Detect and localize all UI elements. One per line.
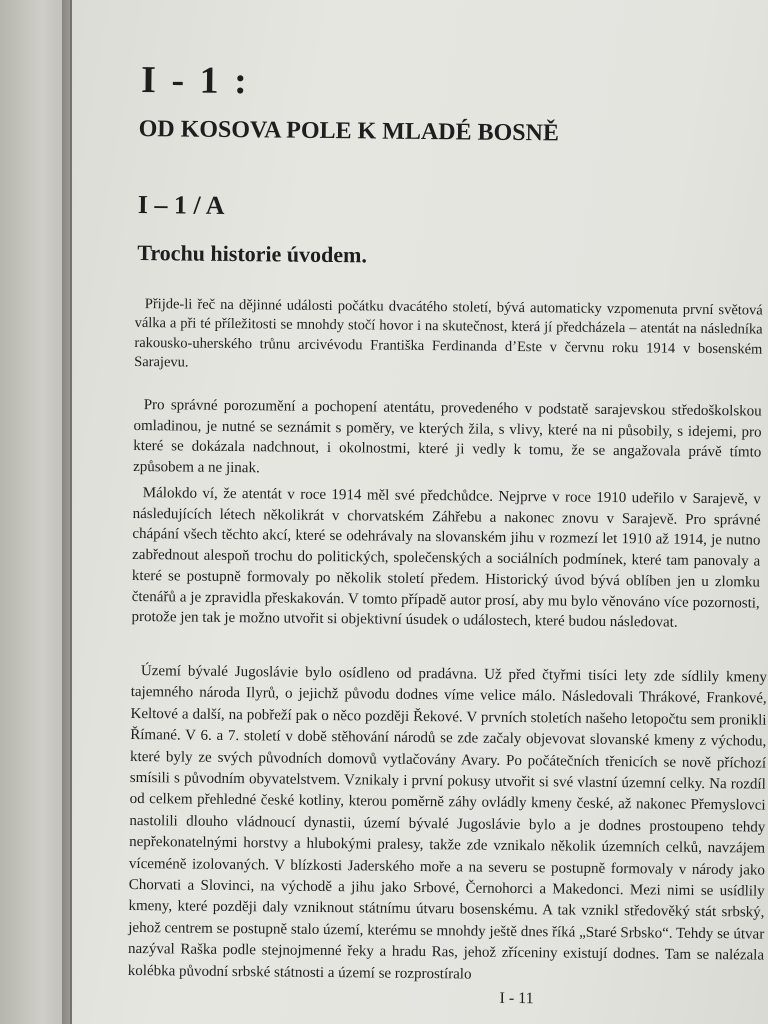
paragraph-predecessors: Málokdo ví, že atentát v roce 1914 měl své předchůdce. Nejprve v roce 1910 udeřilo v Sarajevě, v následujících létech několikrát v chorvatském Záhřebu a nakonec znovu v Sarajevě. Pro správné chápání všech těchto akcí, které se odehrávaly na slovanském jihu v rozmezí let 1910 až 1914, je nutno zabřednout alespoň trochu do politických, společenských a sociálních podmínek, které tam panovaly a které se postupně formovaly po několik století předem. Historický úvod bývá oblíben jen u zlomku čtenářů a je zpravidla přeskakován. V tomto případě autor prosí, aby mu bylo věnováno více pozornosti, protože jen tak je možno utvořit si objektivní úsudek o událostech, které budou následovat. <box>131 485 761 631</box>
left-page-edge <box>0 0 70 1024</box>
chapter-title: OD KOSOVA POLE K MLADÉ BOSNĚ <box>138 116 560 147</box>
paragraph-yugoslavia-history: Území bývalé Jugoslávie bylo osídleno od pradávna. Už před čtyřmi tisíci lety zde sídlily kmeny tajemného národa Ilyrů, o jejichž původu dodnes víme velice málo. Následovali Thrákové, Frankové, Keltové a další, na pobřeží pak o něco později Řekové. V prvních stoletích našeho letopočtu sem pronikli Římané. V 6. a 7. století v době stěhování národů se zde začaly objevovat slovanské kmeny z východu, které byly ze svých původních domovů vytlačovány Avary. Po počátečních třenicích se nově příchozí smísili s původním obyvatelstvem. Vznikaly i první pokusy utvořit si své vlastní územní celky. Na rozdíl od celkem přehledné české kotliny, kterou poměrně záhy ovládly kmeny české, až nakonec Přemyslovci nastolili dlouho vládnoucí dynastii, území bývalé Jugoslávie bylo a je dodnes prostoupeno tehdy nepřekonatelnými horstvy a hlubokými pralesy, takže zde vznikalo několik územních celků, navzájem víceméně izolovaných. V blízkosti Jaderského moře a na severu se postupně formovaly v národy jako Chorvati a Slovinci, na východě a jihu jako Srbové, Černohorci a Makedonci. Mezi nimi se usídlily kmeny, které později daly vzniknout státnímu útvaru bosenskému. A tak vznikl středověký stát srbský, jehož centrem se postupně stalo území, kterému se mnohdy ještě dnes říká „Staré Srbsko“. Tehdy se útvar nazýval Raška podle stejnojmenné řeky a hradu Ras, jehož zříceniny existují dodnes. Tam se nalézala kolébka původní srbské státnosti a území se rozprostíralo <box>127 663 768 983</box>
book-page <box>72 0 768 1024</box>
section-title: Trochu historie úvodem. <box>137 240 368 268</box>
page-number: I - 11 <box>499 989 534 1008</box>
page-content <box>127 0 768 1008</box>
paragraph-understanding: Pro správné porozumění a pochopení atentátu, provedeného v podstatě sarajevskou středoškolskou omladinou, je nutné se seznámit s poměry, ve kterých žila, s vlivy, které na ni působily, s idejemi, pro které se dokázala nadchnout, i okolnostmi, které ji vedly k tomu, že se angažovala právě tímto způsobem a ne jinak. <box>133 397 762 476</box>
chapter-number: I - 1 : <box>140 59 250 103</box>
paragraph-intro: Přijde-li řeč na dějinné události počátku dvacátého století, bývá automaticky vzpomenuta první světová válka a při té příležitosti se mnohdy stočí hovor i na skutečnost, která jí předcházela – atentát na následníka rakousko-uherského trůnu arcivévodu Františka Ferdinanda d’Este v červnu roku 1914 v bosenském Sarajevu. <box>134 295 763 371</box>
section-number: I – 1 / A <box>137 190 225 220</box>
